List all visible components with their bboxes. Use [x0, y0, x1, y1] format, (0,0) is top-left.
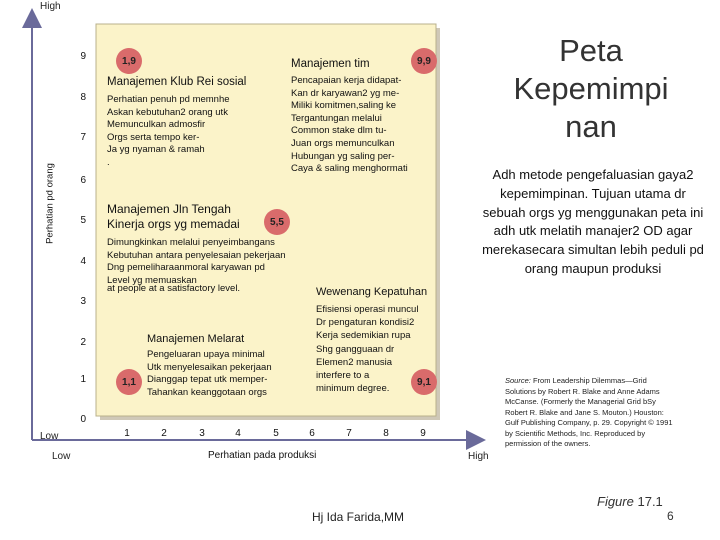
title-line: nan: [565, 109, 617, 144]
desc-line: Kerja sedemikian rupa: [316, 330, 411, 342]
y-tick: 1: [80, 374, 86, 385]
club-heading: Manajemen Klub Rei sosial: [107, 76, 247, 88]
desc-line: Orgs serta tempo ker-: [107, 131, 200, 143]
impoverished-heading: Manajemen Melarat: [147, 333, 245, 345]
x-tick: 6: [309, 428, 315, 439]
y-tick: 9: [80, 51, 86, 62]
desc-line: Pengeluaran upaya minimal: [147, 349, 265, 360]
desc-line: Kebutuhan antara penyelesaian pekerjaan: [107, 249, 286, 261]
desc-line: interfere to a: [316, 370, 370, 382]
page-number: 6: [667, 509, 674, 523]
desc-line: Memunculkan admosfir: [107, 119, 206, 131]
desc-line: minimum degree.: [316, 383, 390, 395]
x-tick: 9: [420, 428, 426, 439]
y-tick: 0: [80, 414, 86, 425]
badge-1-1: 1,1: [116, 369, 142, 395]
low-bottom-label: Low: [52, 451, 71, 462]
x-tick: 5: [273, 428, 279, 439]
slide-title: [496, 32, 686, 146]
y-tick: 7: [80, 132, 86, 143]
high-top-label: High: [40, 1, 61, 12]
badge-1-9: 1,9: [116, 48, 142, 74]
middle-heading: [107, 202, 240, 232]
desc-line: Dimungkinkan melalui penyeimbangans: [107, 237, 275, 248]
low-left-label: Low: [40, 431, 59, 442]
y-tick: 6: [80, 175, 86, 186]
figure-caption: [597, 494, 663, 509]
title-line: Kepemimpi: [513, 71, 669, 106]
x-tick: 3: [199, 428, 205, 439]
desc-line: Common stake dlm tu-: [291, 125, 387, 137]
middle-heading-line: Manajemen Jln Tengah: [107, 202, 231, 216]
badge-9-9: 9,9: [411, 48, 437, 74]
y-tick: 5: [80, 215, 86, 226]
middle-overlap-text: at people at a satisfactory level.: [107, 283, 241, 294]
desc-line: Dr pengaturan kondisi2: [316, 317, 415, 329]
impoverished-description: [147, 349, 272, 399]
badge-5-5: 5,5: [264, 209, 290, 235]
x-tick: 1: [124, 428, 130, 439]
figure-number: 17.1: [637, 494, 663, 509]
slide-description: Adh metode pengefaluasian gaya2 kepemimpinan. Tujuan utama dr sebuah orgs yg menggunakan peta ini adh utk melatih manajer2 OD agar merekasecara simultan lebih peduli pd orang maupun produksi: [482, 167, 704, 276]
y-tick: 3: [80, 296, 86, 307]
middle-heading-line: Kinerja orgs yg memadai: [107, 217, 240, 231]
desc-line: Pencapaian kerja didapat-: [291, 75, 402, 86]
desc-line: Perhatian penuh pd memnhe: [107, 94, 230, 105]
desc-line: Dianggap tepat utk memper-: [147, 374, 268, 386]
y-axis-label: Perhatian pd orang: [44, 163, 56, 244]
y-tick: 4: [80, 256, 86, 267]
source-text: From Leadership Dilemmas—Grid Solutions by Robert R. Blake and Anne Adams McCanse. (Formerly the Managerial Grid bSy Robert R. Blake and Jane S. Mouton.) Houston: Gulf Publishing Company, p. 29. Copyright © 1991 by Scientific Methods, Inc. Reproduced by permission of the owners.: [505, 376, 673, 448]
desc-line: Elemen2 manusia: [316, 356, 393, 368]
desc-line: Ja yg nyaman & ramah: [107, 144, 205, 156]
authority-description: [316, 303, 418, 395]
x-axis-label: Perhatian pada produksi: [208, 450, 317, 461]
desc-line: Juan orgs memunculkan: [291, 137, 395, 149]
desc-line: Shg gangguaan dr: [316, 343, 395, 355]
source-note: [505, 376, 675, 450]
y-tick: 8: [80, 92, 86, 103]
author-footer: Hj Ida Farida,MM: [312, 510, 405, 524]
x-tick: 4: [235, 428, 241, 439]
x-tick: 2: [161, 428, 167, 439]
desc-line: Efisiensi operasi muncul: [316, 304, 419, 315]
middle-description: [107, 237, 286, 287]
high-right-label: High: [468, 451, 489, 462]
desc-line: Tahankan keanggotaan orgs: [147, 386, 267, 398]
team-description: [291, 75, 408, 176]
desc-line: Miliki komitmen,saling ke: [291, 100, 397, 112]
source-label: Source:: [505, 376, 531, 385]
desc-line: Hubungan yg saling per-: [291, 150, 395, 162]
badge-9-1: 9,1: [411, 369, 437, 395]
x-tick: 7: [346, 428, 352, 439]
club-description: [107, 94, 230, 170]
desc-line: Dng pemeliharaanmoral karyawan pd: [107, 262, 265, 274]
desc-line: .: [107, 156, 110, 168]
desc-line: Level yg memuaskan: [107, 274, 197, 286]
team-heading: Manajemen tim: [291, 58, 370, 70]
authority-heading: Wewenang Kepatuhan: [316, 286, 428, 298]
desc-line: Utk menyelesaikan pekerjaan: [147, 361, 272, 373]
desc-line: Kan dr karyawan2 yg me-: [291, 87, 400, 99]
x-tick: 8: [383, 428, 389, 439]
title-line: Peta: [559, 33, 623, 68]
figure-label: Figure: [597, 494, 634, 509]
desc-line: Caya & saling menghormati: [291, 163, 408, 175]
y-tick: 2: [80, 337, 86, 348]
desc-line: Tergantungan melalui: [291, 112, 382, 124]
desc-line: Askan kebutuhan2 orang utk: [107, 106, 228, 118]
